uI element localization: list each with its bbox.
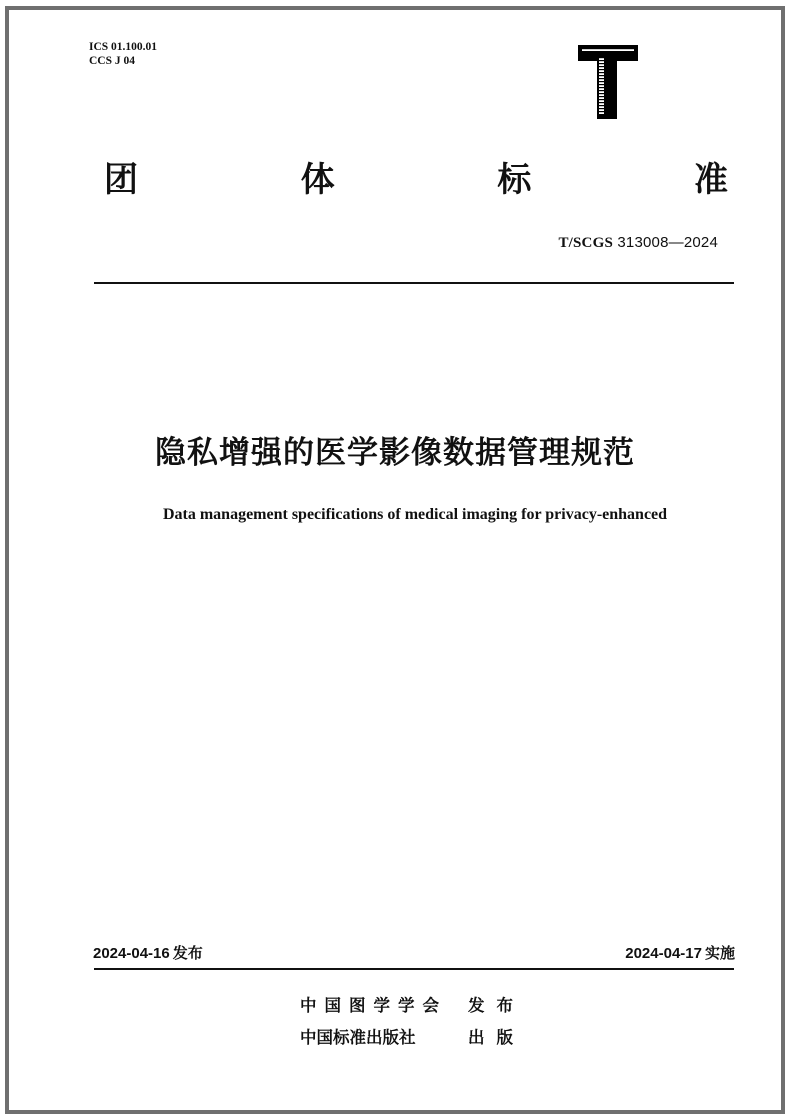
footer-divider <box>94 968 734 970</box>
release-date-value: 2024-04-16 <box>93 945 170 962</box>
standard-type-char: 团 <box>104 160 138 200</box>
effective-date-value: 2024-04-17 <box>625 945 702 962</box>
publisher-row <box>300 1022 525 1054</box>
standard-number-value: 313008—2024 <box>613 234 718 251</box>
ics-code: ICS 01.100.01 <box>89 41 158 53</box>
release-date <box>93 943 203 964</box>
standard-type-char: 标 <box>497 160 532 200</box>
publisher-name: 中国标准出版社 <box>300 1028 416 1047</box>
publisher-role: 出版 <box>468 1028 525 1047</box>
t-standard-logo-icon <box>578 45 638 119</box>
standard-type-char: 体 <box>300 160 335 200</box>
publisher-role: 发布 <box>468 996 525 1015</box>
publishers <box>300 990 525 1054</box>
publisher-row <box>300 990 525 1022</box>
standard-number <box>558 234 718 252</box>
release-date-label: 发布 <box>172 944 203 962</box>
effective-date-label: 实施 <box>704 944 735 962</box>
standard-type-char: 准 <box>693 160 728 200</box>
document-title-english: Data management specifications of medical imaging for privacy-enhanced <box>162 506 668 523</box>
standard-number-prefix: T/SCGS <box>558 235 613 251</box>
classification-codes <box>89 40 157 68</box>
header-divider <box>94 282 734 284</box>
standard-type-heading <box>104 160 728 200</box>
ccs-code: CCS J 04 <box>89 55 136 67</box>
effective-date <box>625 943 735 964</box>
publisher-name: 中国图学学会 <box>300 996 447 1015</box>
document-title-chinese: 隐私增强的医学影像数据管理规范 <box>155 435 635 471</box>
